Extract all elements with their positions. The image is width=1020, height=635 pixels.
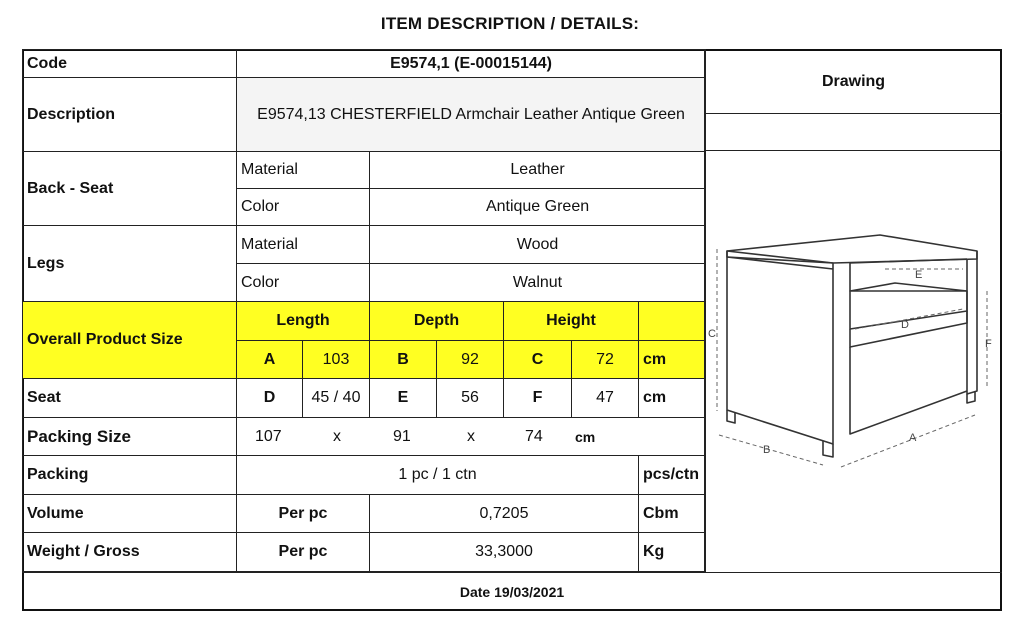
dim-a-letter: A [237,341,303,379]
dim-d-line [855,309,963,329]
page-title: ITEM DESCRIPTION / DETAILS: [380,14,640,33]
chair-right-arm [967,251,977,394]
packing-label: Packing [23,456,237,495]
weight-unit: Kg [639,533,706,572]
volume-per: Per pc [237,495,370,533]
weight-per: Per pc [237,533,370,572]
drawing-spacer-row [705,114,1002,151]
overall-size-label: Overall Product Size [23,302,237,379]
weight-value: 33,3000 [370,533,639,572]
spec-table [22,49,706,572]
volume-label: Volume [23,495,237,533]
legs-color-label: Color [237,264,370,302]
chair-back-top [727,235,977,263]
packing-value: 1 pc / 1 ctn [237,456,639,495]
legs-color: Walnut [370,264,706,302]
dim-b-letter: B [370,341,437,379]
back-seat-color-label: Color [237,189,370,226]
dim-f-letter: F [504,379,572,418]
overall-blank-cell [639,302,706,341]
height-label: Height [504,302,639,341]
depth-label: Depth [370,302,504,341]
diagram-a-label: A [909,432,917,444]
dim-a-value: 103 [303,341,370,379]
dim-e-letter: E [370,379,437,418]
code-label: Code [23,50,237,78]
armchair-drawing [705,151,1002,472]
diagram-d-label: D [901,319,909,331]
overall-unit: cm [639,341,706,379]
back-seat-material: Leather [370,152,706,189]
packing-height: 74 [525,427,543,445]
drawing-label: Drawing [705,49,1002,114]
seat-unit: cm [639,379,706,418]
dim-b-line [719,435,823,465]
seat-label: Seat [23,379,237,418]
description-label: Description [23,78,237,152]
packing-x-2: x [467,427,475,445]
chair-back-inner [850,263,967,291]
diagram-f-label: F [985,338,992,350]
chair-left-arm [727,251,833,444]
packing-x-1: x [333,427,341,445]
chair-front-base [850,347,967,434]
dim-c-value: 72 [572,341,639,379]
packing-length: 107 [255,427,282,445]
back-seat-label: Back - Seat [23,152,237,226]
chair-left-arm-edge [727,257,833,269]
description-value: E9574,13 CHESTERFIELD Armchair Leather Antique Green [237,78,706,152]
dim-e-value: 56 [437,379,504,418]
legs-label: Legs [23,226,237,302]
packing-width: 91 [393,427,411,445]
volume-unit: Cbm [639,495,706,533]
packing-size-values [237,418,706,456]
diagram-e-label: E [915,269,923,281]
weight-label: Weight / Gross [23,533,237,572]
packing-size-label: Packing Size [23,418,237,456]
diagram-c-label: C [708,328,716,340]
legs-material-label: Material [237,226,370,264]
dim-c-letter: C [504,341,572,379]
code-value: E9574,1 (E-00015144) [237,50,706,78]
packing-unit: pcs/ctn [639,456,706,495]
diagram-b-label: B [763,444,771,456]
dim-a-line [841,415,975,467]
legs-material: Wood [370,226,706,264]
volume-value: 0,7205 [370,495,639,533]
dim-f-value: 47 [572,379,639,418]
back-seat-color: Antique Green [370,189,706,226]
date-row: Date 19/03/2021 [22,572,1002,611]
length-label: Length [237,302,370,341]
dim-b-value: 92 [437,341,504,379]
dim-d-value: 45 / 40 [303,379,370,418]
packing-size-unit: cm [575,428,596,445]
dim-d-letter: D [237,379,303,418]
back-seat-material-label: Material [237,152,370,189]
